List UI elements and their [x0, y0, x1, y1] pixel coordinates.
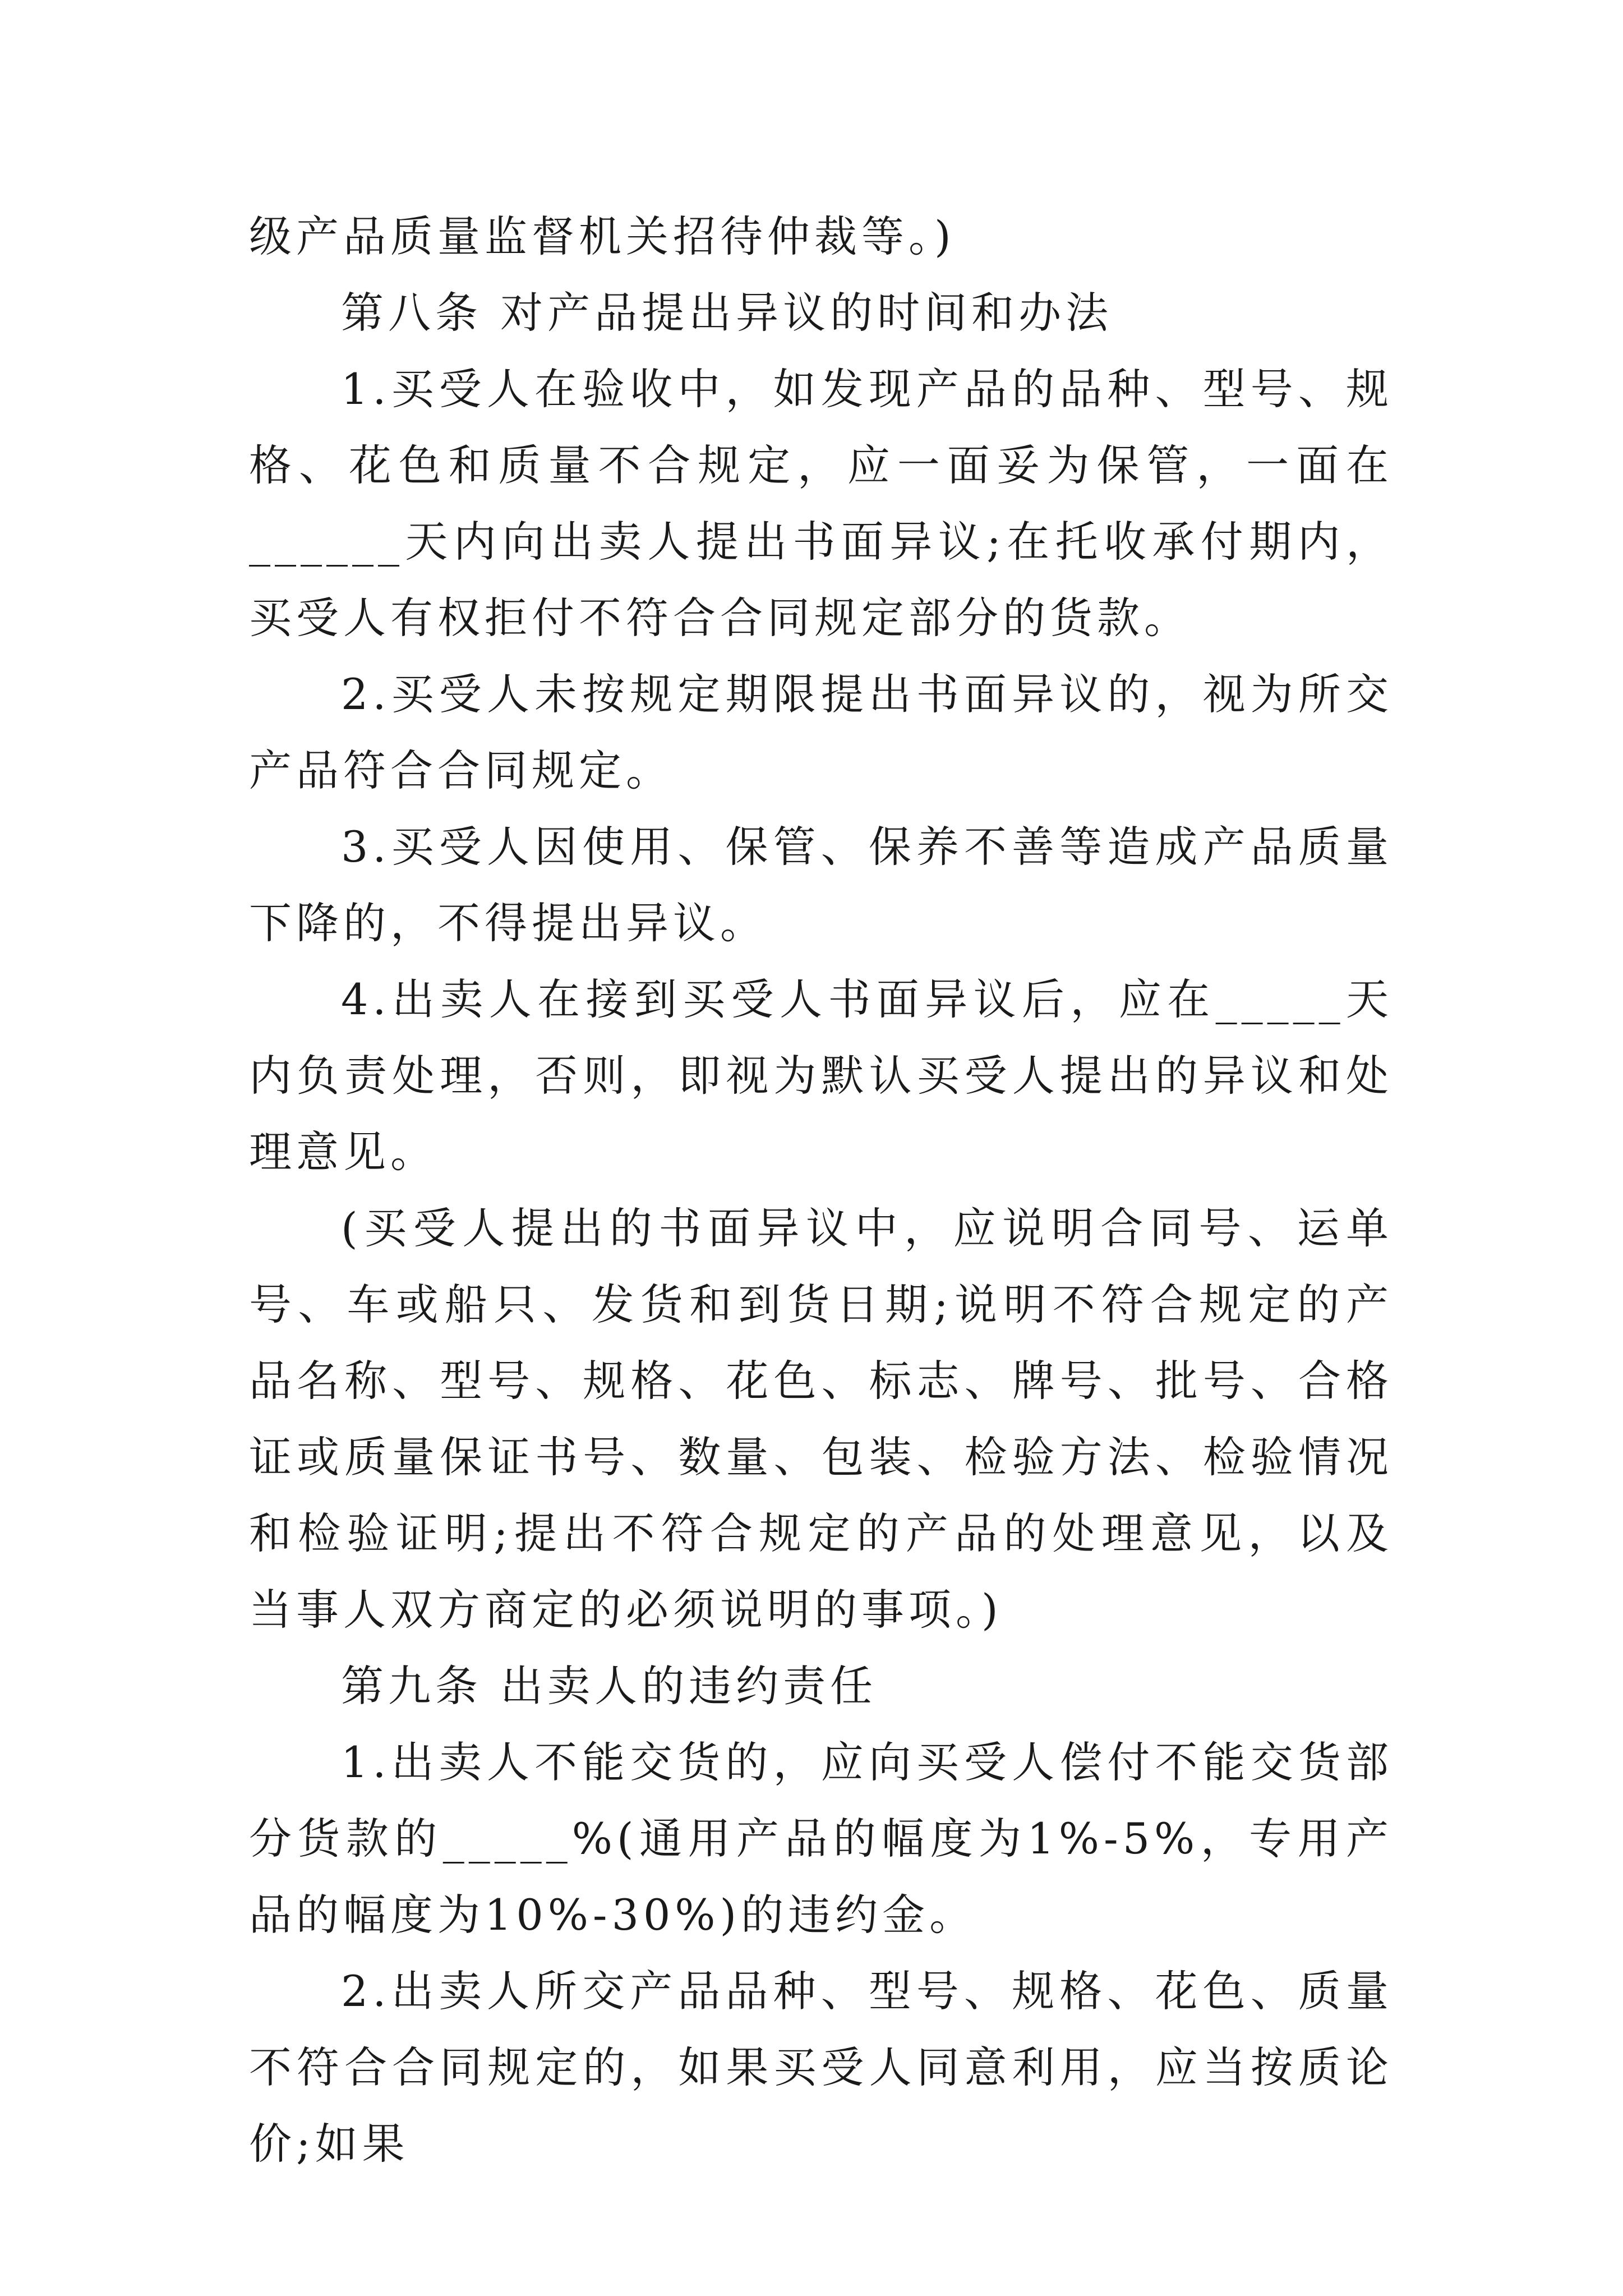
article-9-clause-2: 2.出卖人所交产品品种、型号、规格、花色、质量不符合合同规定的，如果买受人同意利用，应当按质论价;如果	[249, 1966, 1393, 2169]
contract-text	[249, 199, 1393, 2182]
article-8-clause-3: 3.买受人因使用、保管、保养不善等造成产品质量下降的，不得提出异议。	[249, 822, 1393, 948]
article-8-clause-1: 1.买受人在验收中，如发现产品的品种、型号、规格、花色和质量不合规定，应一面妥为保管，一面在______天内向出卖人提出书面异议;在托收承付期内，买受人有权拒付不符合合同规定部分的货款。	[249, 364, 1393, 643]
article-8-note: (买受人提出的书面异议中，应说明合同号、运单号、车或船只、发货和到货日期;说明不符合规定的产品名称、型号、规格、花色、标志、牌号、批号、合格证或质量保证书号、数量、包装、检验方法、检验情况和检验证明;提出不符合规定的产品的处理意见，以及当事人双方商定的必须说明的事项。)	[249, 1203, 1393, 1635]
paragraph-continuation: 级产品质量监督机关招待仲裁等。)	[249, 211, 956, 261]
article-9-heading: 第九条 出卖人的违约责任	[341, 1661, 878, 1711]
article-9-clause-1: 1.出卖人不能交货的，应向买受人偿付不能交货部分货款的_____%(通用产品的幅度为1%-5%，专用产品的幅度为10%-30%)的违约金。	[249, 1737, 1393, 1940]
article-8-heading: 第八条 对产品提出异议的时间和办法	[341, 288, 1113, 338]
article-8-clause-2: 2.买受人未按规定期限提出书面异议的，视为所交产品符合合同规定。	[249, 669, 1393, 795]
article-8-clause-4: 4.出卖人在接到买受人书面异议后，应在_____天内负责处理，否则，即视为默认买受人提出的异议和处理意见。	[249, 974, 1393, 1177]
